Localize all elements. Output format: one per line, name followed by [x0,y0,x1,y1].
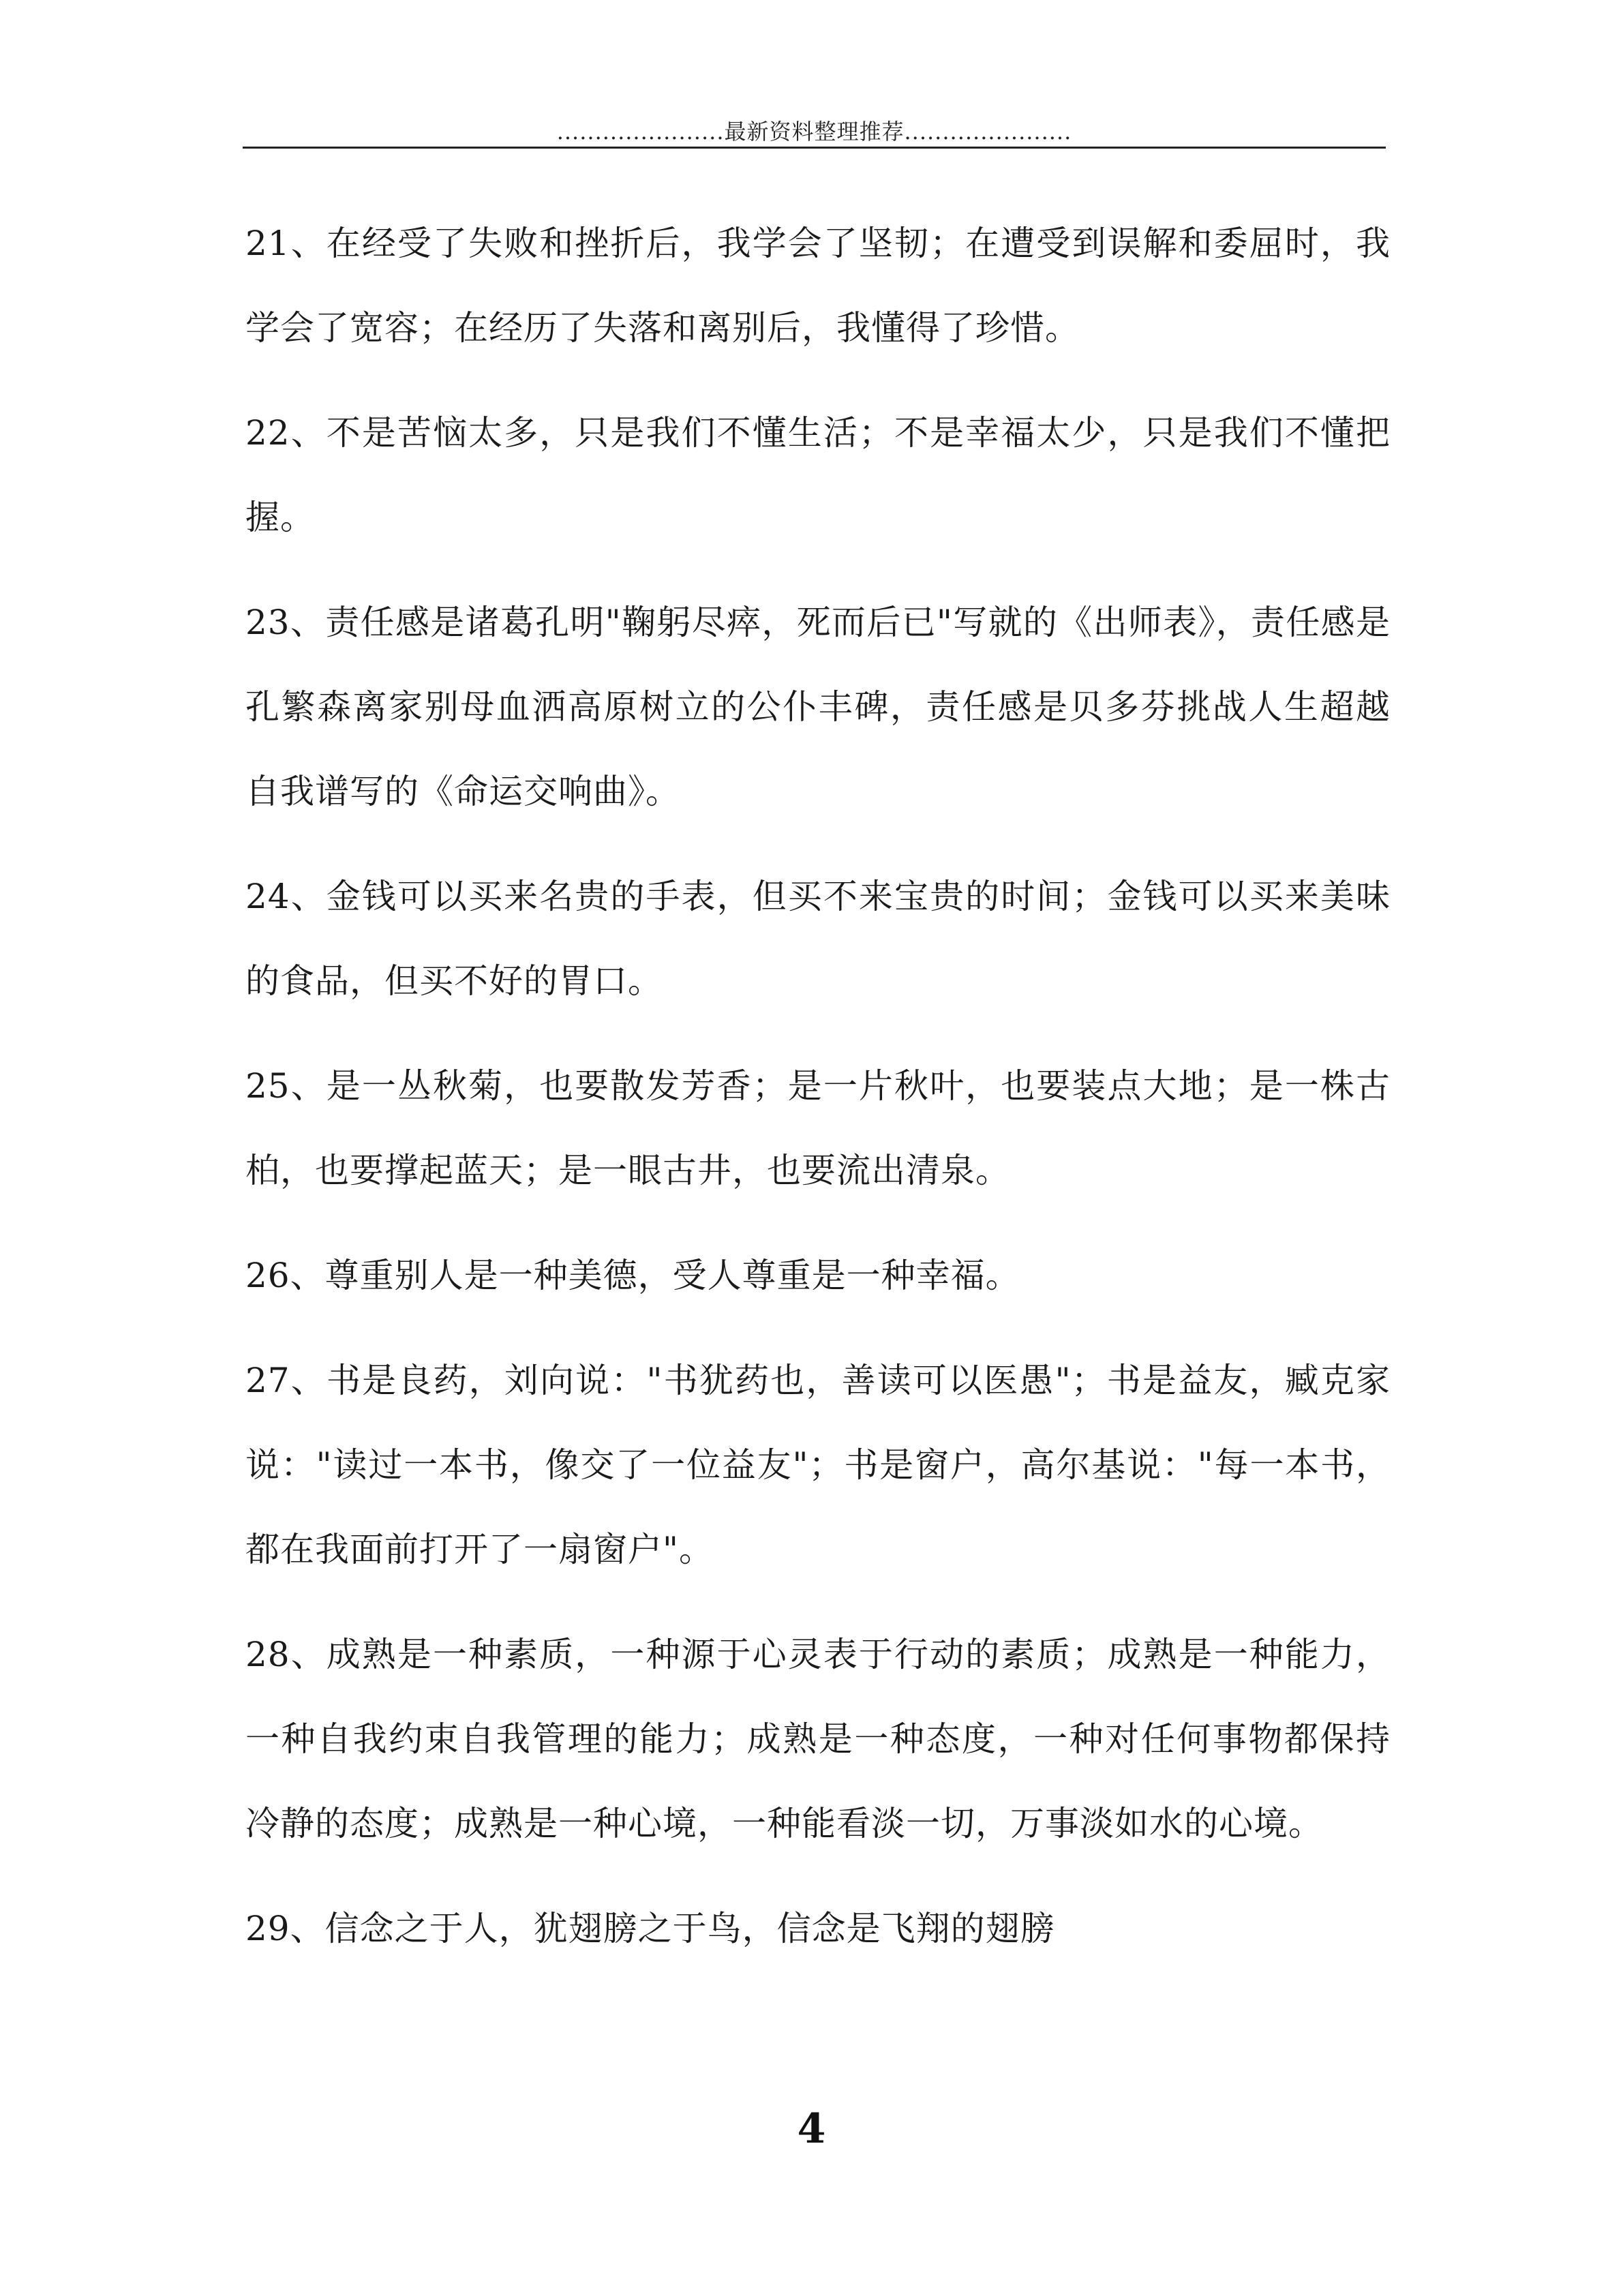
page-header: ......................最新资料整理推荐...................... [556,119,1072,145]
paragraph-25: 25、是一丛秋菊，也要散发芳香；是一片秋叶，也要装点大地；是一株古柏，也要撑起蓝天；是一眼古井，也要流出清泉。 [245,1066,1391,1190]
paragraph-24: 24、金钱可以买来名贵的手表，但买不来宝贵的时间；金钱可以买来美味的食品，但买不好的胃口。 [245,877,1391,1001]
page-number: 4 [797,2105,826,2153]
paragraph-29: 29、信念之于人，犹翅膀之于鸟，信念是飞翔的翅膀 [245,1909,1055,1948]
header-divider [243,147,1386,149]
paragraph-21: 21、在经受了失败和挫折后，我学会了坚韧；在遭受到误解和委屈时，我学会了宽容；在经历了失落和离别后，我懂得了珍惜。 [245,224,1391,348]
paragraph-28: 28、成熟是一种素质，一种源于心灵表于行动的素质；成熟是一种能力，一种自我约束自我管理的能力；成熟是一种态度，一种对任何事物都保持冷静的态度；成熟是一种心境，一种能看淡一切，万事淡如水的心境。 [245,1635,1391,1843]
document-body [245,201,1391,1991]
paragraph-26: 26、尊重别人是一种美德，受人尊重是一种幸福。 [245,1256,1020,1295]
paragraph-22: 22、不是苦恼太多，只是我们不懂生活；不是幸福太少，只是我们不懂把握。 [245,413,1391,537]
paragraph-23: 23、责任感是诸葛孔明"鞠躬尽瘁，死而后已"写就的《出师表》，责任感是孔繁森离家别母血洒高原树立的公仆丰碑，责任感是贝多芬挑战人生超越自我谱写的《命运交响曲》。 [245,603,1391,811]
paragraph-27: 27、书是良药，刘向说："书犹药也，善读可以医愚"；书是益友，臧克家说："读过一本书，像交了一位益友"；书是窗户，高尔基说："每一本书，都在我面前打开了一扇窗户"。 [245,1361,1391,1569]
